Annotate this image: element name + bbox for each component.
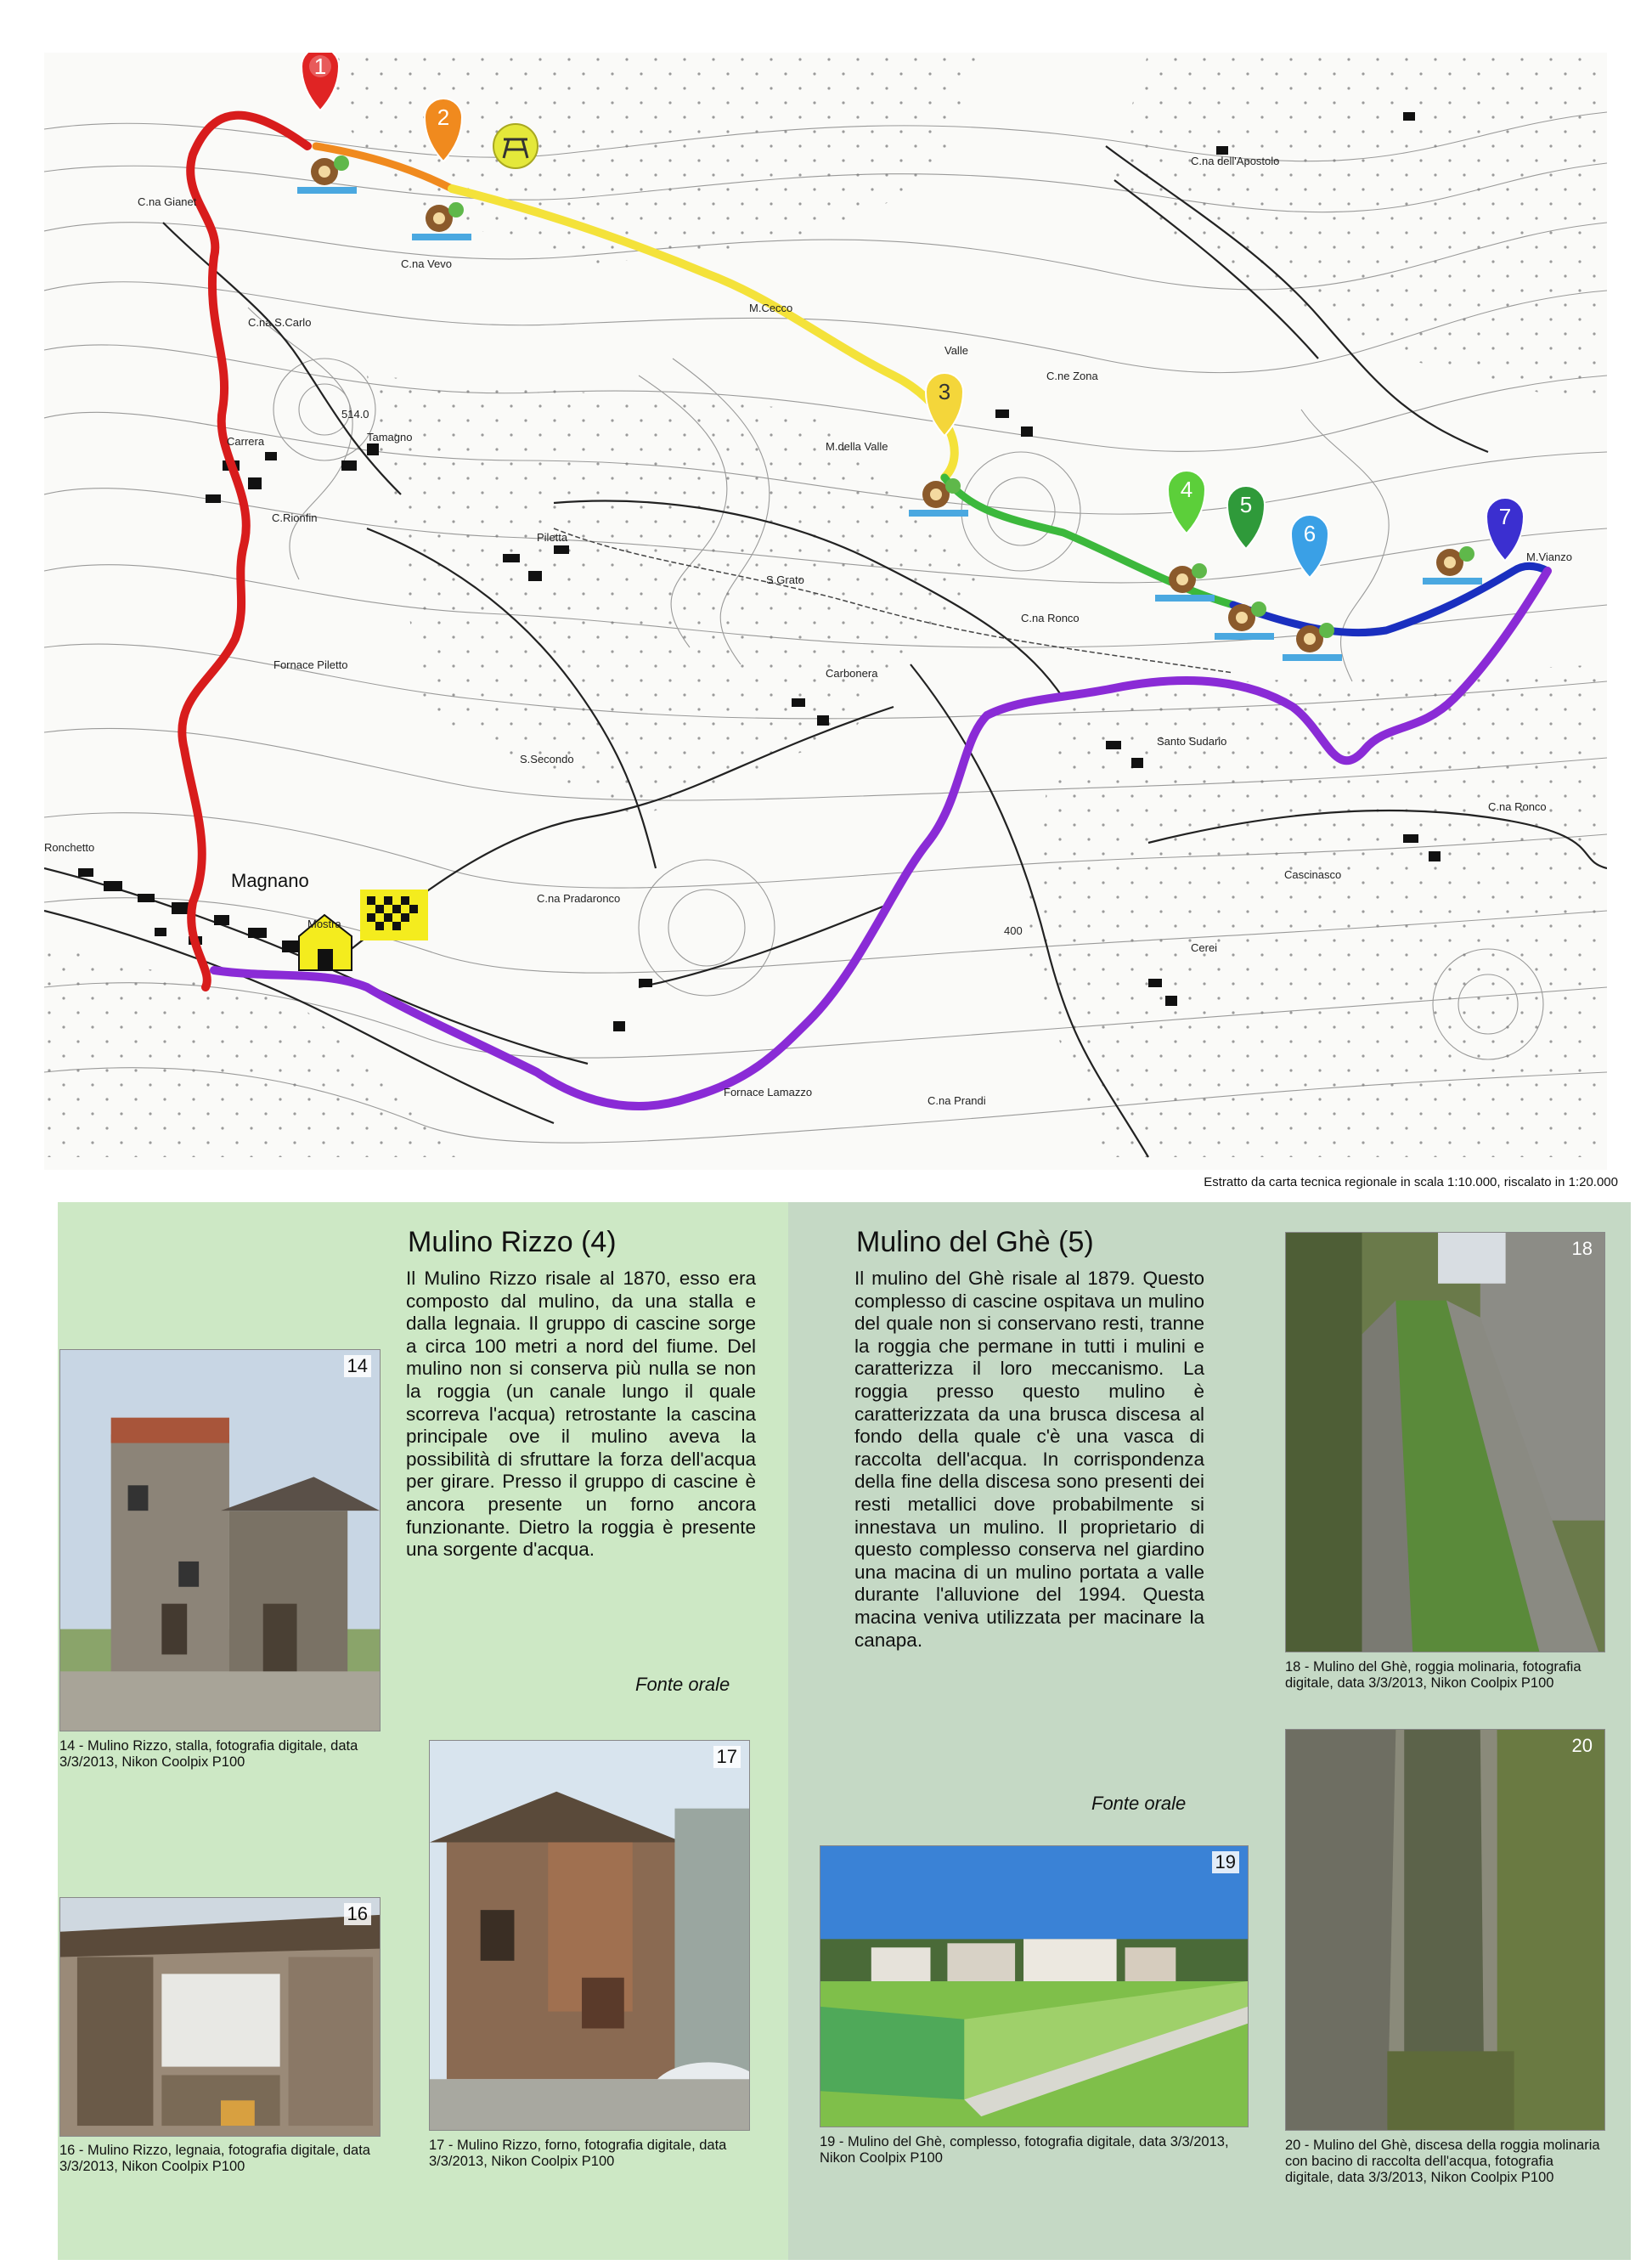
place-label: M.Vianzo — [1526, 551, 1572, 563]
photo-18-image — [1286, 1233, 1604, 1652]
photo-14 — [59, 1349, 381, 1731]
place-label: C.na dell'Apostolo — [1191, 155, 1280, 167]
mulino-del-ghe-panel — [788, 1202, 1631, 2260]
place-label: 400 — [1004, 924, 1023, 937]
photo-number: 16 — [344, 1903, 371, 1925]
photo-17 — [429, 1740, 750, 2131]
place-label: 514.0 — [341, 408, 369, 421]
photo-number: 19 — [1212, 1851, 1239, 1873]
place-label: C.na Vevo — [401, 257, 452, 270]
marker-7-label: 7 — [1498, 504, 1512, 529]
place-label: C.ne Zona — [1046, 370, 1098, 382]
source-note: Fonte orale — [1091, 1793, 1187, 1814]
marker-6-label: 6 — [1303, 521, 1317, 546]
photo-caption: 16 - Mulino Rizzo, legnaia, fotografia digitale, data 3/3/2013, Nikon Coolpix P100 — [59, 2143, 370, 2174]
photo-number: 14 — [344, 1355, 371, 1377]
photo-16 — [59, 1897, 381, 2137]
photo-20 — [1285, 1729, 1605, 2131]
marker-3-label: 3 — [938, 379, 951, 404]
map-drawing — [44, 53, 1607, 1170]
map-scale-caption: Estratto da carta tecnica regionale in scala 1:10.000, riscalato in 1:20.000 — [1204, 1175, 1618, 1189]
place-label: Magnano — [231, 870, 309, 891]
photo-14-image — [60, 1350, 380, 1731]
place-label: C.na Ronco — [1488, 800, 1547, 813]
place-label: C.na Gianet — [138, 195, 197, 208]
photo-16-image — [60, 1898, 380, 2136]
photo-number: 18 — [1571, 1238, 1593, 1259]
mulino-rizzo-panel — [58, 1202, 788, 2260]
place-label: S.Grato — [766, 573, 804, 586]
photo-caption: 14 - Mulino Rizzo, stalla, fotografia digitale, data 3/3/2013, Nikon Coolpix P100 — [59, 1738, 358, 1770]
photo-caption: 20 - Mulino del Ghè, discesa della roggia molinaria con bacino di raccolta dell'acqua, fotografia digitale, data 3/3/2013, Nikon Coolpix P100 — [1285, 2138, 1600, 2185]
marker-1-label: 1 — [313, 54, 327, 79]
place-label: Carbonera — [826, 667, 878, 680]
place-label: Tamagno — [367, 431, 413, 443]
woodland-area — [1021, 664, 1607, 1157]
photo-18 — [1285, 1232, 1605, 1652]
place-label: C.na Pradaronco — [537, 892, 621, 905]
place-label: M.della Valle — [826, 440, 888, 453]
place-label: Cascinasco — [1284, 868, 1342, 881]
place-label: Mostra — [307, 918, 341, 930]
place-label: Cerei — [1191, 941, 1218, 954]
picnic-area-icon — [493, 124, 538, 168]
section-body: Il mulino del Ghè risale al 1879. Questo complesso di cascine ospitava un mulino del quale non si conservano resti, tranne la roggia che permane in tutti i mulini e caratterizza il loro meccanismo. La roggia presso questo mulino è caratterizzata da una brusca discesa al fondo della quale c'è una vasca di raccolta dell'acqua. In corrispondenza della fine della discesa sono presenti dei resti metallici dove probabilmente si innestava un mulino. Il proprietario di questo complesso conserva nel giardino una macina di un mulino portata a valle durante l'alluvione del 1994. Questa macina veniva utilizzata per macinare la canapa. — [854, 1268, 1204, 1651]
place-label: Ronchetto — [44, 841, 95, 854]
place-label: Valle — [944, 344, 968, 357]
photo-number: 17 — [713, 1746, 741, 1768]
place-label: C.na S.Carlo — [248, 316, 312, 329]
place-label: C.na Prandi — [927, 1094, 986, 1107]
photo-number: 20 — [1571, 1735, 1593, 1756]
photo-caption: 17 - Mulino Rizzo, forno, fotografia digitale, data 3/3/2013, Nikon Coolpix P100 — [429, 2138, 727, 2169]
place-label: C.na Ronco — [1021, 612, 1080, 624]
place-label: C.Rionfin — [272, 511, 318, 524]
section-title: Mulino del Ghè (5) — [856, 1226, 1094, 1258]
marker-2-label: 2 — [437, 104, 450, 130]
photo-caption: 19 - Mulino del Ghè, complesso, fotografia digitale, data 3/3/2013, Nikon Coolpix P100 — [820, 2134, 1229, 2166]
place-label: Carrera — [227, 435, 265, 448]
photo-17-image — [430, 1741, 749, 2130]
source-note: Fonte orale — [635, 1674, 730, 1695]
route-map — [44, 53, 1607, 1170]
place-label: Piletta — [537, 531, 568, 544]
photo-19 — [820, 1845, 1249, 2127]
section-title: Mulino Rizzo (4) — [408, 1226, 617, 1258]
place-label: Fornace Piletto — [273, 658, 348, 671]
marker-4-label: 4 — [1180, 477, 1193, 502]
place-label: Fornace Lamazzo — [724, 1086, 813, 1099]
place-label: S.Secondo — [520, 753, 574, 765]
photo-20-image — [1286, 1730, 1604, 2130]
photo-19-image — [820, 1846, 1248, 2127]
section-body: Il Mulino Rizzo risale al 1870, esso era composto dal mulino, da una stalla e dalla legnaia. Il gruppo di cascine sorge a circa 100 metri a nord del fiume. Del mulino non si conserva più nulla se non la roggia (un canale lungo il quale scorreva l'acqua) retrostante la cascina principale ove il mulino aveva la possibilità di sfruttare la forza dell'acqua per girare. Presso il gruppo di cascine è ancora presente un forno ancora funzionante. Dietro la roggia è presente una sorgente d'acqua. — [406, 1268, 756, 1561]
marker-5-label: 5 — [1239, 492, 1253, 517]
place-label: Santo Sudario — [1157, 735, 1227, 748]
photo-caption: 18 - Mulino del Ghè, roggia molinaria, fotografia digitale, data 3/3/2013, Nikon Coolpix P100 — [1285, 1659, 1582, 1691]
place-label: M.Cecco — [749, 302, 793, 314]
